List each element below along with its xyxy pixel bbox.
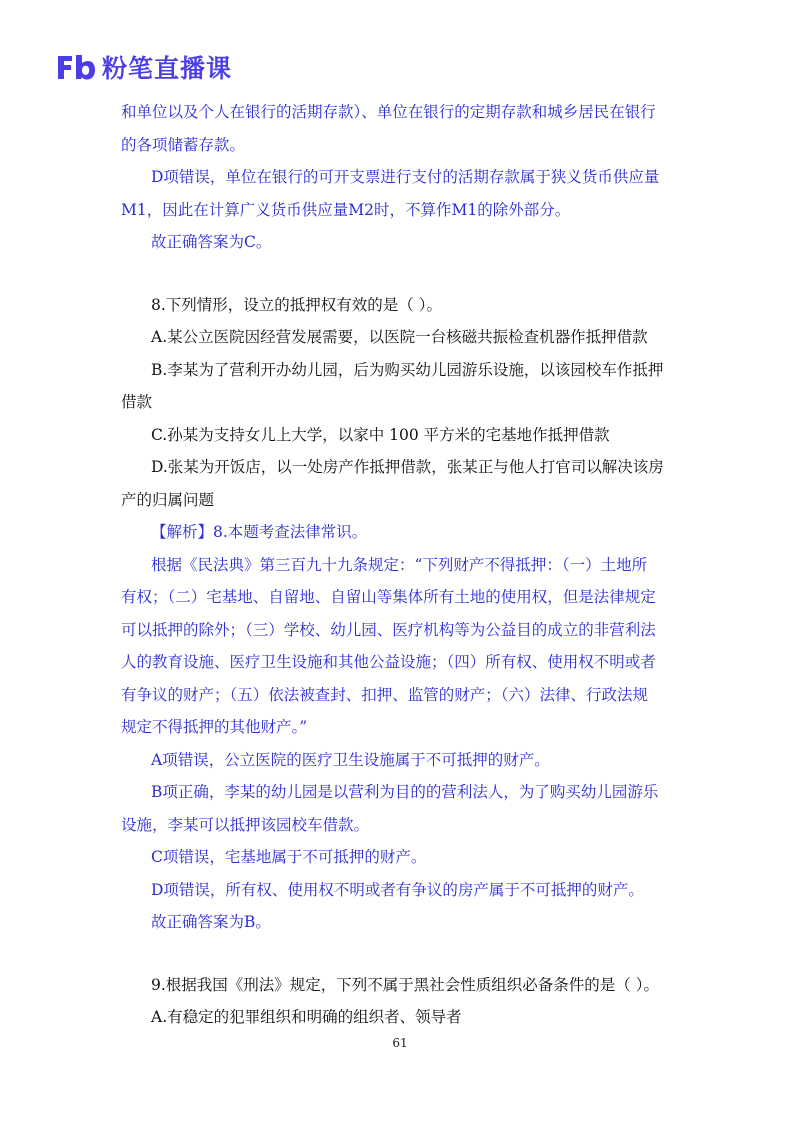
logo-text: 粉笔直播课 bbox=[102, 54, 233, 83]
spacer bbox=[121, 259, 689, 289]
page-number: 61 bbox=[392, 1036, 408, 1050]
prev-explanation-d: M1，因此在计算广义货币供应量M2时，不算作M1的除外部分。 bbox=[121, 200, 571, 219]
q8-answer: 故正确答案为B。 bbox=[151, 913, 271, 931]
q9-stem: 9.根据我国《刑法》规定，下列不属于黑社会性质组织必备条件的是（ ）。 bbox=[151, 975, 659, 994]
q8-option-b: 借款 bbox=[121, 393, 153, 411]
q8-analysis-heading bbox=[121, 516, 689, 549]
q8-explain-b: 设施，李某可以抵押该园校车借款。 bbox=[121, 815, 370, 834]
law-text-line: 人的教育设施、医疗卫生设施和其他公益设施；（四）所有权、使用权不明或者 bbox=[121, 653, 656, 671]
law-text-line: 规定不得抵押的其他财产。” bbox=[121, 718, 308, 736]
header-logo bbox=[56, 50, 232, 84]
law-text-line: 可以抵押的除外；（三）学校、幼儿园、医疗机构等为公益目的成立的非营利法 bbox=[121, 620, 656, 639]
q8-option-a: A.某公立医院因经营发展需要，以医院一台核磁共振检查机器作抵押借款 bbox=[151, 328, 648, 346]
prev-answer: 故正确答案为C。 bbox=[151, 233, 272, 251]
spacer bbox=[121, 939, 689, 969]
q8-explain-a: A项错误，公立医院的医疗卫生设施属于不可抵押的财产。 bbox=[151, 750, 550, 769]
q8-explain-c: C项错误，宅基地属于不可抵押的财产。 bbox=[151, 848, 427, 866]
q8-option-c: C.孙某为支持女儿上大学，以家中 100 平方米的宅基地作抵押借款 bbox=[151, 425, 610, 444]
q8-stem: 8.下列情形，设立的抵押权有效的是（ ）。 bbox=[151, 295, 442, 314]
law-text-line: 根据《民法典》第三百九十九条规定：“下列财产不得抵押：（一）土地所 bbox=[151, 555, 648, 574]
prev-explanation-d: D项错误，单位在银行的可开支票进行支付的活期存款属于狭义货币供应量 bbox=[151, 168, 660, 186]
q8-option-d: D.张某为开饭店，以一处房产作抵押借款，张某正与他人打官司以解决该房 bbox=[151, 458, 664, 476]
document-body bbox=[121, 96, 689, 1034]
q8-option-d: 产的归属问题 bbox=[121, 490, 215, 509]
q8-option-b: B.李某为了营利开办幼儿园，后为购买幼儿园游乐设施，以该园校车作抵押 bbox=[151, 360, 664, 379]
q9-option-a: A.有稳定的犯罪组织和明确的组织者、领导者 bbox=[151, 1008, 462, 1026]
law-text-line: 有权；（二）宅基地、自留地、自留山等集体所有土地的使用权，但是法律规定 bbox=[121, 588, 656, 606]
law-text-line: 有争议的财产；（五）依法被查封、扣押、监管的财产；（六）法律、行政法规 bbox=[121, 685, 649, 704]
prev-explanation-line: 的各项储蓄存款。 bbox=[121, 135, 246, 154]
q8-explain-b: B项正确，李某的幼儿园是以营利为目的的营利法人，为了购买幼儿园游乐 bbox=[151, 783, 659, 801]
analysis-tag: 【解析】 bbox=[151, 523, 214, 541]
fenbi-fb-logo-icon bbox=[56, 52, 96, 82]
q8-explain-d: D项错误，所有权、使用权不明或者有争议的房产属于不可抵押的财产。 bbox=[151, 880, 644, 899]
prev-explanation-line: 和单位以及个人在银行的活期存款）、单位在银行的定期存款和城乡居民在银行 bbox=[121, 103, 656, 121]
analysis-title: 8.本题考查法律常识。 bbox=[213, 523, 368, 541]
